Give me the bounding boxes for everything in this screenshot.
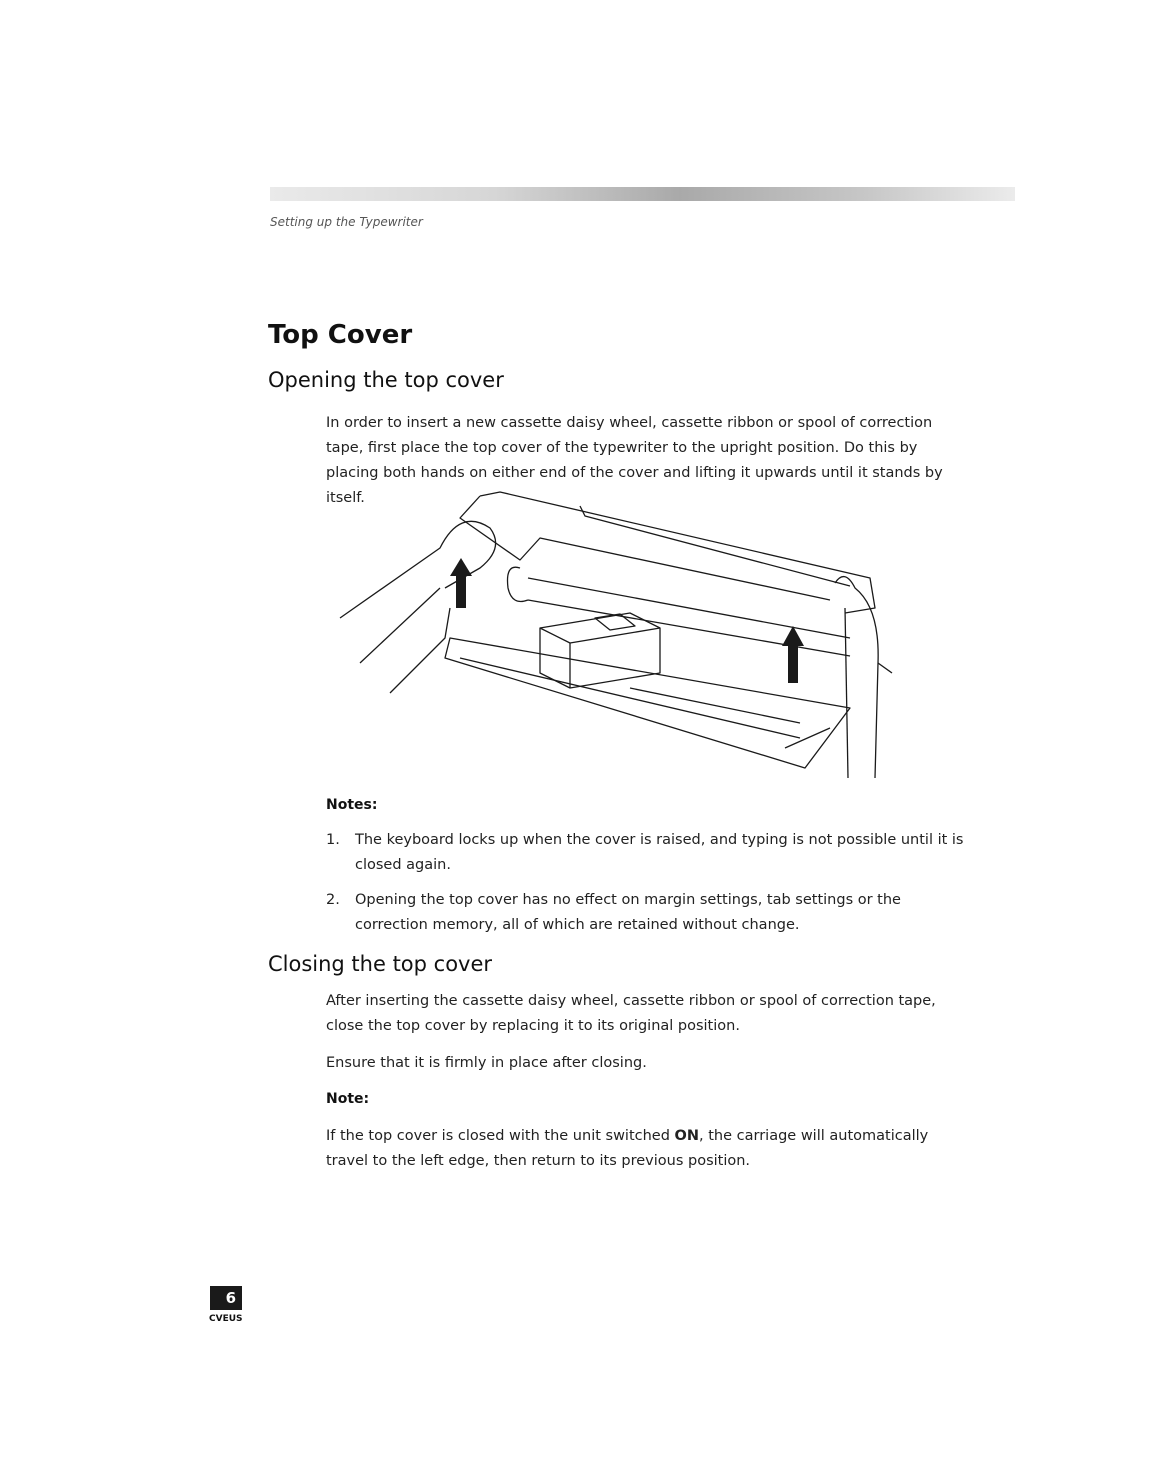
raised-cover-outline bbox=[480, 492, 875, 613]
right-lift-arrow-icon bbox=[782, 626, 804, 683]
right-hand bbox=[835, 577, 878, 778]
page-number-tab: 6 bbox=[210, 1286, 242, 1310]
typewriter-illustration bbox=[330, 488, 900, 783]
header-rule bbox=[270, 187, 1015, 201]
left-hand bbox=[340, 521, 496, 618]
section-heading-opening: Opening the top cover bbox=[268, 368, 504, 392]
closing-paragraph-1: After inserting the cassette daisy wheel, cassette ribbon or spool of correction tape, close the top cover by replacing it to its original position. bbox=[326, 993, 936, 1034]
lift-arrows bbox=[450, 558, 804, 683]
carriage bbox=[540, 613, 660, 688]
list-text: The keyboard locks up when the cover is raised, and typing is not possible until it is closed again. bbox=[355, 832, 964, 873]
document-code: CVEUS bbox=[209, 1314, 243, 1324]
list-item bbox=[326, 828, 966, 880]
list-text: Opening the top cover has no effect on margin settings, tab settings or the correction memory, all of which are retained without change. bbox=[355, 892, 901, 933]
closing-note-text bbox=[326, 1124, 966, 1174]
platen-knob bbox=[508, 567, 529, 601]
opening-paragraph: In order to insert a new cassette daisy wheel, cassette ribbon or spool of correction tape, first place the top cover of the typewriter to the upright position. Do this by placing both hands on either end of the cover and lifting it upwards until it stands by itself. bbox=[326, 415, 943, 506]
running-head: Setting up the Typewriter bbox=[270, 215, 423, 229]
daisy-wheel-cassette bbox=[595, 614, 635, 630]
list-number: 1. bbox=[326, 832, 340, 848]
note-text-after: , the carriage will automatically travel to the left edge, then return to its previous position. bbox=[326, 1128, 929, 1169]
note-label: Note: bbox=[326, 1091, 370, 1107]
closing-paragraph-2: Ensure that it is firmly in place after closing. bbox=[326, 1055, 647, 1071]
list-number: 2. bbox=[326, 892, 340, 908]
page-title: Top Cover bbox=[268, 320, 413, 350]
list-item bbox=[326, 888, 966, 940]
note-text-on: ON bbox=[674, 1128, 700, 1144]
note-text-before: If the top cover is closed with the unit switched bbox=[326, 1128, 675, 1144]
notes-label: Notes: bbox=[326, 797, 378, 813]
section-heading-closing: Closing the top cover bbox=[268, 952, 493, 976]
